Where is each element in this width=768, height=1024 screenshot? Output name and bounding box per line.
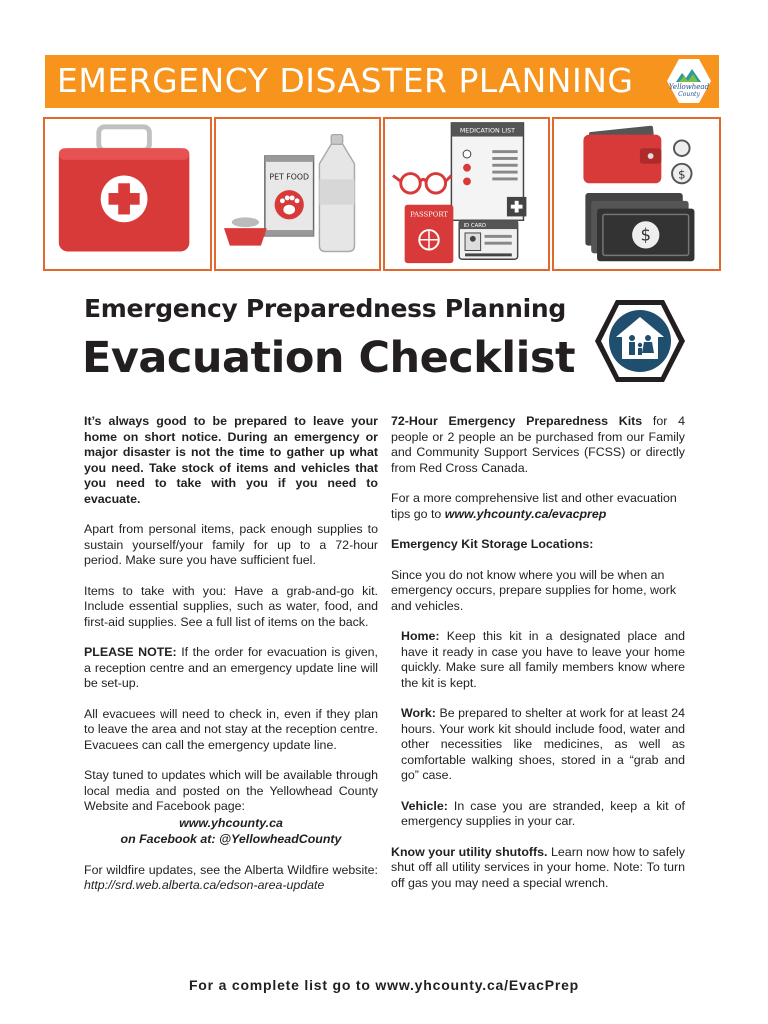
more-info-text: For a more comprehensive list and other evacuation tips go to — [391, 491, 677, 521]
pet-food-and-water-icon — [216, 119, 379, 269]
page-title: Evacuation Checklist — [82, 333, 576, 383]
storage-intro: Since you do not know where you will be when an emergency occurs, prepare supplies for home, work and vehicles. — [391, 567, 677, 613]
svg-text:County: County — [678, 91, 700, 98]
paragraph-updates: Stay tuned to updates which will be available through local media and posted on the Yellowhead County Website and Facebook page: — [84, 768, 378, 813]
paragraph-items: Items to take with you: Have a grab-and-go kit. Include essential supplies, such as water, food, and first-aid supplies. See a full list of items on the back. — [84, 583, 378, 629]
storage-heading: Emergency Kit Storage Locations: — [391, 537, 594, 551]
please-note-text: If the order for evacuation is given, a reception centre and an emergency update line will be set-up. — [84, 645, 379, 690]
vehicle-label: Vehicle: — [401, 798, 448, 813]
wildfire-link[interactable]: http://srd.web.alberta.ca/edson-area-update — [84, 878, 325, 892]
svg-text:PET FOOD: PET FOOD — [269, 172, 310, 182]
yellowhead-county-logo — [665, 57, 713, 105]
website-link[interactable]: www.yhcounty.ca — [179, 815, 283, 830]
svg-text:ID CARD: ID CARD — [463, 223, 487, 230]
storage-work — [391, 706, 685, 784]
wildfire-text: For wildfire updates, see the Alberta Wildfire website: — [84, 862, 378, 877]
right-column — [391, 414, 685, 906]
home-label: Home: — [401, 629, 440, 643]
kits-text: for 4 people or 2 people an be purchased from our Family and Community Support Services (FCSS) or directly from Red Cross Canada. — [391, 414, 685, 475]
paragraph-evacuees: All evacuees will need to check in, even if they plan to leave the area and not stay at the reception centre. Evacuees can call the emergency update line. — [84, 706, 378, 752]
paragraph-wildfire — [84, 863, 378, 894]
footer-link[interactable]: For a complete list go to www.yhcounty.ca/EvacPrep — [188, 977, 580, 993]
home-text: Keep this kit in a designated place and have it ready in case you have to leave your home quickly. Make sure all family members know where the kit is kept. — [401, 629, 685, 690]
intro-paragraph: It’s always good to be prepared to leave your home on short notice. During an emergency or major disaster is not the time to gather up what you need. Take stock of items and vehicles that you need to take with you if you need to evacuate. — [84, 414, 378, 506]
svg-text:$: $ — [640, 225, 652, 245]
paragraph-kits — [391, 414, 685, 476]
facebook-handle[interactable]: on Facebook at: @YellowheadCounty — [120, 832, 342, 846]
documents-icon — [385, 119, 548, 269]
utility-text: Learn now how to safely shut off all utility services in your home. Note: To turn off gas you may need a special wrench. — [391, 844, 685, 890]
family-house-icon — [594, 297, 686, 385]
please-note-label: PLEASE NOTE: — [84, 645, 177, 659]
evacprep-link[interactable]: www.yhcounty.ca/evacprep — [444, 506, 607, 521]
paragraph-utility — [391, 845, 685, 892]
svg-text:PASSPORT: PASSPORT — [410, 210, 448, 219]
storage-home — [391, 629, 685, 691]
left-column — [84, 414, 378, 909]
storage-vehicle — [391, 799, 685, 830]
illustration-pet-supplies — [214, 117, 381, 271]
paragraph-supplies: Apart from personal items, pack enough supplies to sustain yourself/your family for up to a 72-hour period. Make sure you have sufficient fuel. — [84, 522, 378, 567]
kits-label: 72-Hour Emergency Preparedness Kits — [391, 414, 643, 428]
subtitle: Emergency Preparedness Planning — [84, 294, 566, 323]
svg-text:$: $ — [678, 167, 686, 182]
illustration-documents — [383, 117, 550, 271]
utility-label: Know your utility shutoffs. — [391, 844, 548, 859]
first-aid-kit-icon — [45, 119, 210, 269]
work-label: Work: — [401, 706, 436, 720]
svg-text:MEDICATION LIST: MEDICATION LIST — [459, 127, 516, 135]
header-banner — [45, 55, 719, 108]
banner-title: EMERGENCY DISASTER PLANNING — [57, 61, 634, 100]
illustration-first-aid — [43, 117, 212, 271]
wallet-and-money-icon — [554, 119, 719, 269]
work-text: Be prepared to shelter at work for at least 24 hours. Your work kit should include food, water and other necessities like medicines, as well as comfortable walking shoes, stored in a “grab and go” case. — [401, 706, 685, 782]
paragraph-more-info — [391, 491, 685, 522]
svg-text:Yellowhead: Yellowhead — [668, 83, 710, 91]
vehicle-text: In case you are stranded, keep a kit of emergency supplies in your car. — [401, 798, 685, 828]
paragraph-please-note — [84, 645, 378, 692]
illustration-wallet-money — [552, 117, 721, 271]
